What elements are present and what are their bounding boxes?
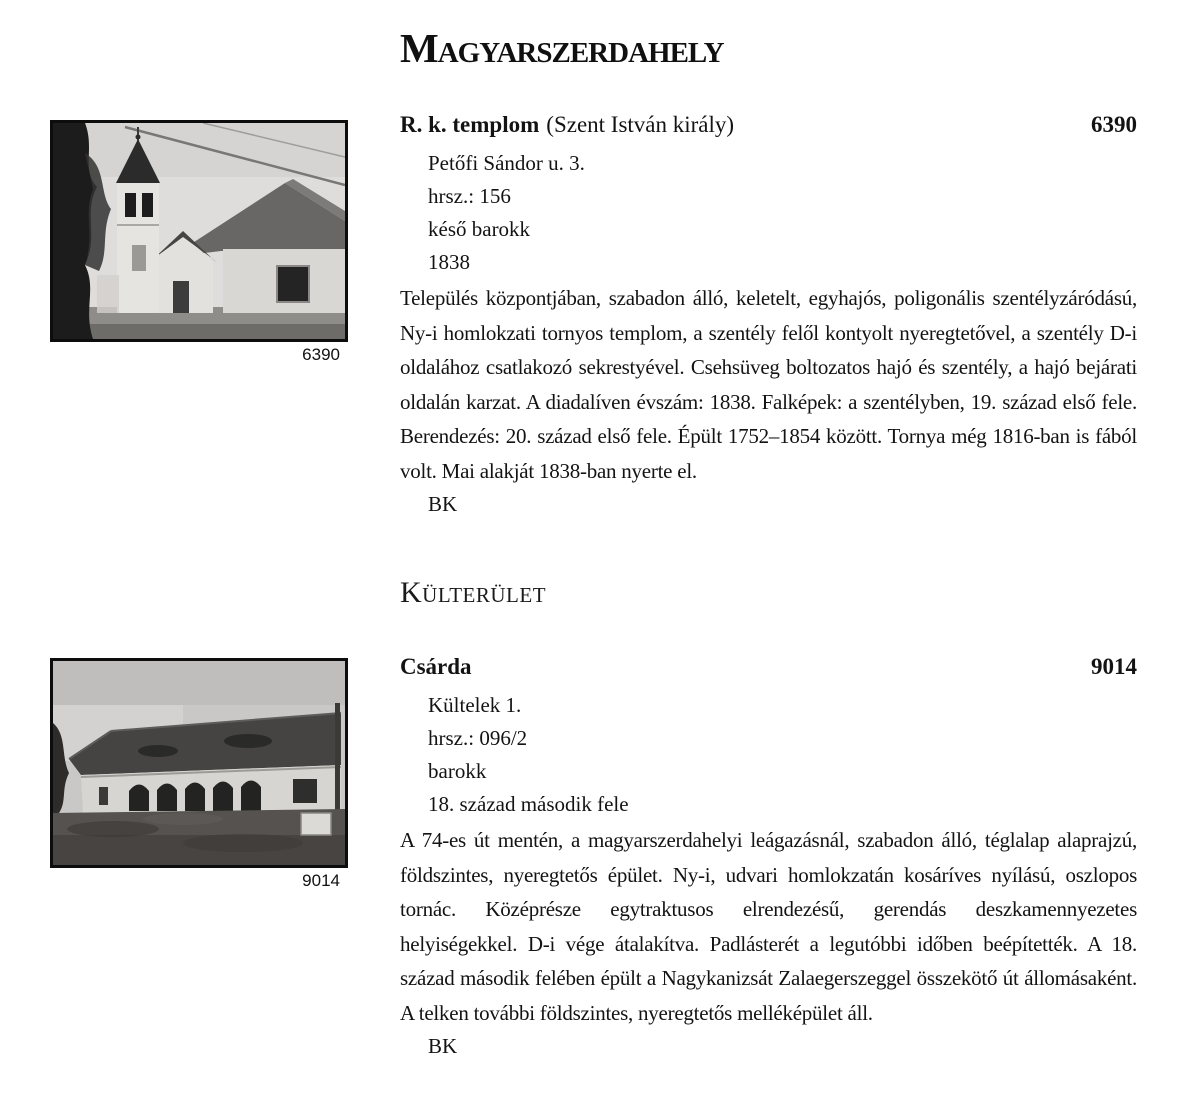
entry-dedication: (Szent István király) [546, 112, 735, 137]
monument-photo-9014 [50, 658, 348, 891]
entry-parcel-number: hrsz.: 096/2 [428, 726, 528, 750]
entry-details [428, 147, 1137, 279]
entry-heading [400, 110, 1137, 140]
photo-frame [50, 120, 348, 342]
entry-name: R. k. templom [400, 112, 540, 137]
entry-address: Petőfi Sándor u. 3. [428, 151, 585, 175]
entry-heading [400, 652, 1137, 682]
entry-parcel-number: hrsz.: 156 [428, 184, 511, 208]
photo-frame [50, 658, 348, 868]
entry-address: Kültelek 1. [428, 693, 522, 717]
entry-author: BK [428, 1034, 458, 1058]
entry-style: késő barokk [428, 217, 531, 241]
entry-author: BK [428, 492, 458, 516]
entry-number: 9014 [1091, 654, 1137, 679]
page-title: Magyarszerdahely [400, 25, 724, 71]
entry-style: barokk [428, 759, 487, 783]
entry-name: Csárda [400, 654, 472, 679]
entry-details [428, 689, 1137, 821]
photo-caption: 6390 [302, 345, 340, 364]
entry-description: Település központjában, szabadon álló, keletelt, egyhajós, poligonális szentélyzáródású, Ny-i homlokzati tornyos templom, a szentély felől kontyolt nyeregtetővel, a szentély D-i oldalához csatlakozó sekrestyével. Csehsüveg boltozatos hajó és szentély, a hajó bejárati oldalán karzat. A diadalíven évszám: 1838. Falképek: a szentélyben, 19. század első fele. Berendezés: 20. század első fele. Épült 1752–1854 között. Tornya még 1816-ban is fából volt. Mai alakját 1838-ban nyerte el. [400, 286, 1137, 483]
entry-date: 18. század második fele [428, 792, 629, 816]
csarda-photo [53, 661, 345, 865]
entry-number: 6390 [1091, 112, 1137, 137]
monument-photo-6390 [50, 120, 348, 365]
monument-entry-templom [400, 110, 1137, 521]
entry-date: 1838 [428, 250, 470, 274]
church-photo [53, 123, 345, 339]
entry-description: A 74-es út mentén, a magyarszerdahelyi leágazásnál, szabadon álló, téglalap alaprajzú, földszintes, nyeregtetős épület. Ny-i, udvari homlokzatán kosáríves nyílású, oszlopos tornác. Középrésze egytraktusos elrendezésű, gerendás deszkamennyezetes helyiségekkel. D-i vége átalakítva. Padlásterét a legutóbbi időben beépítették. A 18. század második felében épült a Nagykanizsát Zalaegerszeggel összekötő út állomásaként. A telken további földszintes, nyeregtetős melléképület áll. [400, 828, 1137, 1025]
photo-caption: 9014 [302, 871, 340, 890]
section-heading: Külterület [400, 576, 547, 609]
monument-entry-csarda [400, 652, 1137, 1063]
